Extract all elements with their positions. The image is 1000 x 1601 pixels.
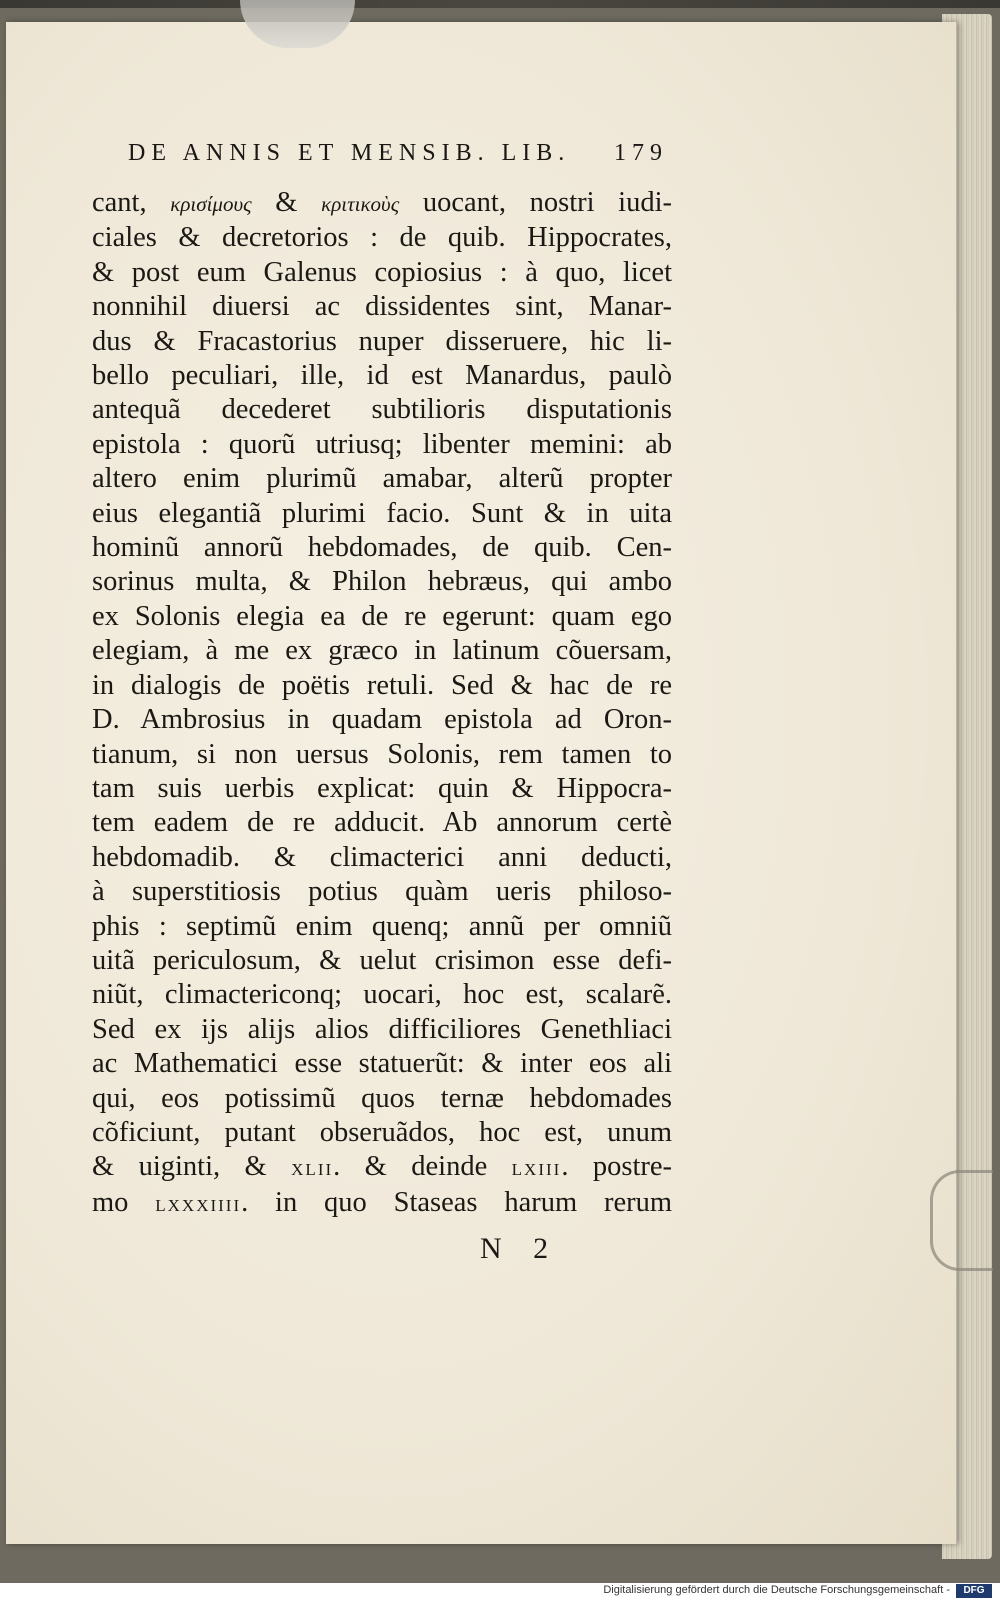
text-line: hominũ annorũ hebdomades, de quib. Cen- <box>92 532 672 564</box>
text-line: ciales & decretorios : de quib. Hippocrates, <box>92 222 672 254</box>
text-line: eius elegantiã plurimi facio. Sunt & in uita <box>92 497 672 529</box>
text-line: ac Mathematici esse statuerũt: & inter eos ali <box>92 1048 672 1080</box>
text-line: cõficiunt, putant obseruãdos, hoc est, unum <box>92 1116 672 1148</box>
text-line: antequã decederet subtilioris disputationis <box>92 394 672 426</box>
roman-numeral: lxiii <box>511 1155 562 1182</box>
text-line: ex Solonis elegia ea de re egerunt: quam ego <box>92 600 672 632</box>
text-line: in dialogis de poëtis retuli. Sed & hac de re <box>92 669 672 701</box>
text-line: elegiam, à me ex græco in latinum cõuersam, <box>92 635 672 667</box>
roman-numeral: lxxxiiii <box>155 1190 242 1217</box>
text-line: à superstitiosis potius quàm ueris philoso- <box>92 876 672 908</box>
text-line: tam suis uerbis explicat: quin & Hippocra- <box>92 772 672 804</box>
text-line: & post eum Galenus copiosius : à quo, licet <box>92 256 672 288</box>
roman-numeral: xlii <box>291 1155 334 1182</box>
text-line: tem eadem de re adducit. Ab annorum certè <box>92 807 672 839</box>
text-line: dus & Fracastorius nuper disseruere, hic li- <box>92 325 672 357</box>
text-line: D. Ambrosius in quadam epistola ad Oron- <box>92 704 672 736</box>
text-line: qui, eos potissimũ quos ternæ hebdomades <box>92 1082 672 1114</box>
running-head <box>128 140 668 167</box>
body-text <box>92 186 672 1221</box>
running-head-title: DE ANNIS ET MENSIB. LIB. <box>128 140 571 166</box>
text-line: uitã periculosum, & uelut crisimon esse defi- <box>92 944 672 976</box>
text-line: nonnihil diuersi ac dissidentes sint, Manar- <box>92 291 672 323</box>
text-line: sorinus multa, & Philon hebræus, qui ambo <box>92 566 672 598</box>
text-line: tianum, si non uersus Solonis, rem tamen to <box>92 738 672 770</box>
text-line: epistola : quorũ utriusq; libenter memini: ab <box>92 428 672 460</box>
dfg-logo: DFG <box>956 1584 992 1598</box>
ribbon-loop-icon <box>930 1170 993 1271</box>
greek-word: κρισίμους <box>170 192 252 216</box>
greek-word: κριτικοὺς <box>321 192 400 216</box>
text-line: mo lxxxiiii. in quo Staseas harum rerum <box>92 1186 672 1218</box>
text-line: altero enim plurimũ amabar, alterũ propter <box>92 463 672 495</box>
footer-credit: Digitalisierung gefördert durch die Deutsche Forschungsgemeinschaft - <box>603 1584 950 1596</box>
text-line: cant, κρισίμους & κριτικοὺς uocant, nostri iudi- <box>92 187 673 218</box>
signature-mark: N 2 <box>480 1232 561 1265</box>
text-line: niũt, climactericonq; uocari, hoc est, scalarẽ. <box>92 979 672 1011</box>
text-line: hebdomadib. & climacterici anni deducti, <box>92 841 672 873</box>
text-line: phis : septimũ enim quenq; annũ per omniũ <box>92 910 672 942</box>
text-line: bello peculiari, ille, id est Manardus, paulò <box>92 360 672 392</box>
page-number: 179 <box>614 140 668 166</box>
text-line: & uiginti, & xlii. & deinde lxiii. postre- <box>92 1151 673 1183</box>
text-line: Sed ex ijs alijs alios difficiliores Genethliaci <box>92 1013 672 1045</box>
